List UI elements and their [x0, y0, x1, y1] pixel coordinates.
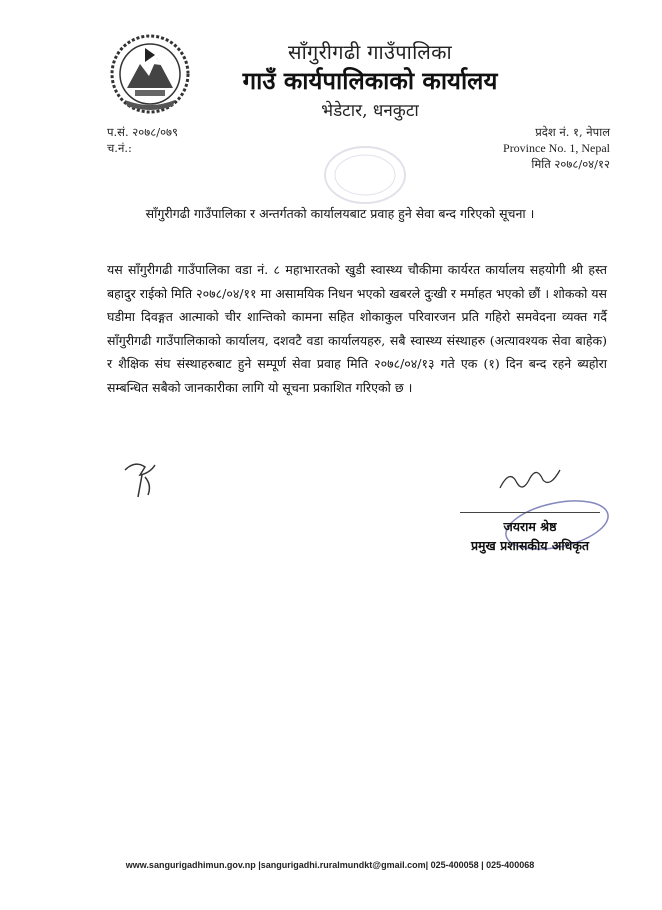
reference-number: प.सं. २०७८/०७९ [107, 125, 179, 139]
signer-title: प्रमुख प्रशासकीय अधिकृत [470, 538, 590, 553]
signature-line [460, 512, 600, 513]
office-name: गाउँ कार्यपालिकाको कार्यालय [242, 66, 498, 95]
province-english: Province No. 1, Nepal [503, 141, 610, 155]
province-nepali: प्रदेश नं. १, नेपाल [535, 125, 610, 139]
signer-name: जयराम श्रेष्ठ [503, 519, 557, 534]
signature-icon [495, 458, 565, 498]
office-stamp-icon [320, 140, 410, 210]
notice-date: मिति २०७८/०४/१२ [531, 157, 610, 171]
dispatch-number: च.नं.: [107, 141, 132, 155]
org-name: साँगुरीगढी गाउँपालिका [288, 40, 452, 64]
notice-body: यस साँगुरीगढी गाउँपालिका वडा नं. ८ महाभारतको खुडी स्वास्थ्य चौकीमा कार्यरत कार्यालय सहयोगी श्री हस्त बहादुर राईको मिति २०७८/०४/११ मा असामयिक निधन भएको खबरले दुःखी र मर्माहत भएको छौं । शोकको यस घडीमा दिवङ्गत आत्माको चीर शान्तिको कामना सहित शोकाकुल परिवारजन प्रति गहिरो समवेदना व्यक्त गर्दै साँगुरीगढी गाउँपालिकाको कार्यालय, दशवटै वडा कार्यालयहरु, सबै स्वास्थ्य संस्थाहरु (अत्यावश्यक सेवा बाहेक) र शैक्षिक संघ संस्थाहरुबाट हुने सम्पूर्ण सेवा प्रवाह मिति २०७८/०४/१३ गते एक (१) दिन बन्द रहने ब्यहोरा सम्बन्धित सबैको जानकारीका लागि यो सूचना प्रकाशित गरिएको छ । [107, 262, 607, 395]
nepal-emblem-icon [105, 28, 195, 118]
notice-subject: साँगुरीगढी गाउँपालिका र अन्तर्गतको कार्यालयबाट प्रवाह हुने सेवा बन्द गरिएको सूचना । [145, 206, 535, 221]
office-location: भेडेटार, धनकुटा [321, 101, 419, 121]
footer-contact: www.sangurigadhimun.gov.np |sangurigadhi.ruralmundkt@gmail.com| 025-400058 | 025-400068 [125, 860, 535, 870]
meta-left [107, 124, 178, 156]
signature-icon [120, 455, 170, 500]
meta-right [480, 124, 610, 172]
